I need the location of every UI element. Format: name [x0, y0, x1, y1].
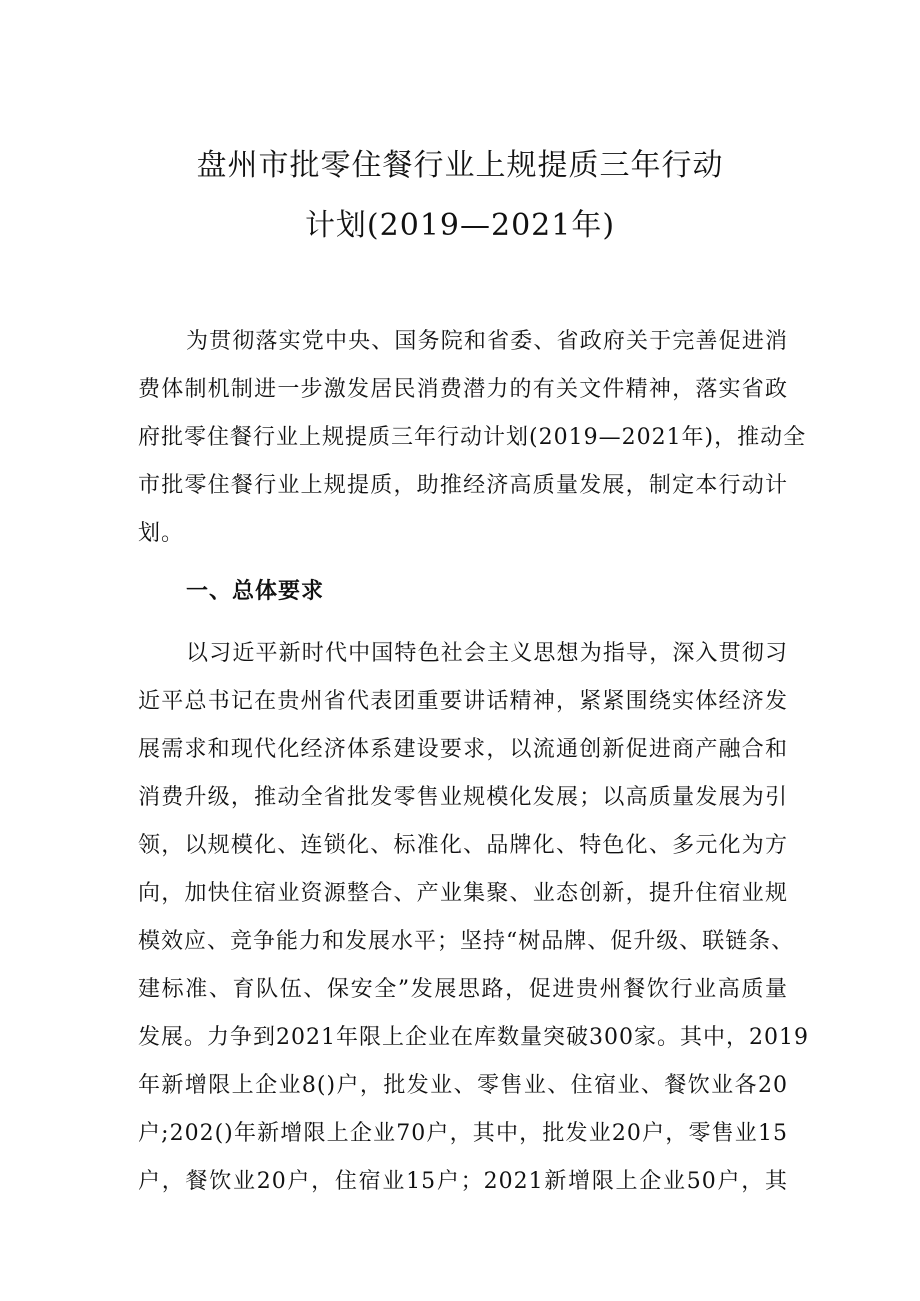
body-line: 以习近平新时代中国特色社会主义思想为指导，深入贯彻习: [186, 641, 788, 666]
document-title-line-2: 计划(2019—2021年): [304, 208, 616, 243]
intro-line: 费体制机制进一步激发居民消费潜力的有关文件精神，落实省政: [138, 377, 788, 402]
body-line: 消费升级，推动全省批发零售业规模化发展；以高质量发展为引: [138, 785, 788, 810]
intro-line: 府批零住餐行业上规提质三年行动计划(2019—2021年)，推动全: [138, 425, 807, 450]
intro-line: 为贯彻落实党中央、国务院和省委、省政府关于完善促进消: [186, 329, 788, 354]
body-line: 建标准、育队伍、保安全”发展思路，促进贵州餐饮行业高质量: [138, 977, 788, 1002]
section-heading: 一、总体要求: [186, 579, 325, 604]
body-line: 展需求和现代化经济体系建设要求，以流通创新促进商产融合和: [138, 737, 788, 762]
intro-line: 划。: [138, 521, 185, 546]
body-line: 领，以规模化、连锁化、标准化、品牌化、特色化、多元化为方: [138, 833, 788, 858]
body-line: 模效应、竞争能力和发展水平；坚持“树品牌、促升级、联链条、: [138, 929, 795, 954]
body-line: 近平总书记在贵州省代表团重要讲话精神，紧紧围绕实体经济发: [138, 689, 788, 714]
body-line: 户;202()年新增限上企业70户，其中，批发业20户，零售业15: [138, 1121, 788, 1146]
body-line: 发展。力争到2021年限上企业在库数量突破300家。其中，2019: [138, 1025, 809, 1050]
body-line: 向，加快住宿业资源整合、产业集聚、业态创新，提升住宿业规: [138, 881, 788, 906]
intro-line: 市批零住餐行业上规提质，助推经济高质量发展，制定本行动计: [138, 473, 788, 498]
document-title-line-1: 盘州市批零住餐行业上规提质三年行动: [196, 148, 724, 183]
body-line: 年新增限上企业8()户，批发业、零售业、住宿业、餐饮业各20: [138, 1073, 788, 1098]
body-line: 户，餐饮业20户，住宿业15户；2021新增限上企业50户，其: [138, 1169, 788, 1194]
